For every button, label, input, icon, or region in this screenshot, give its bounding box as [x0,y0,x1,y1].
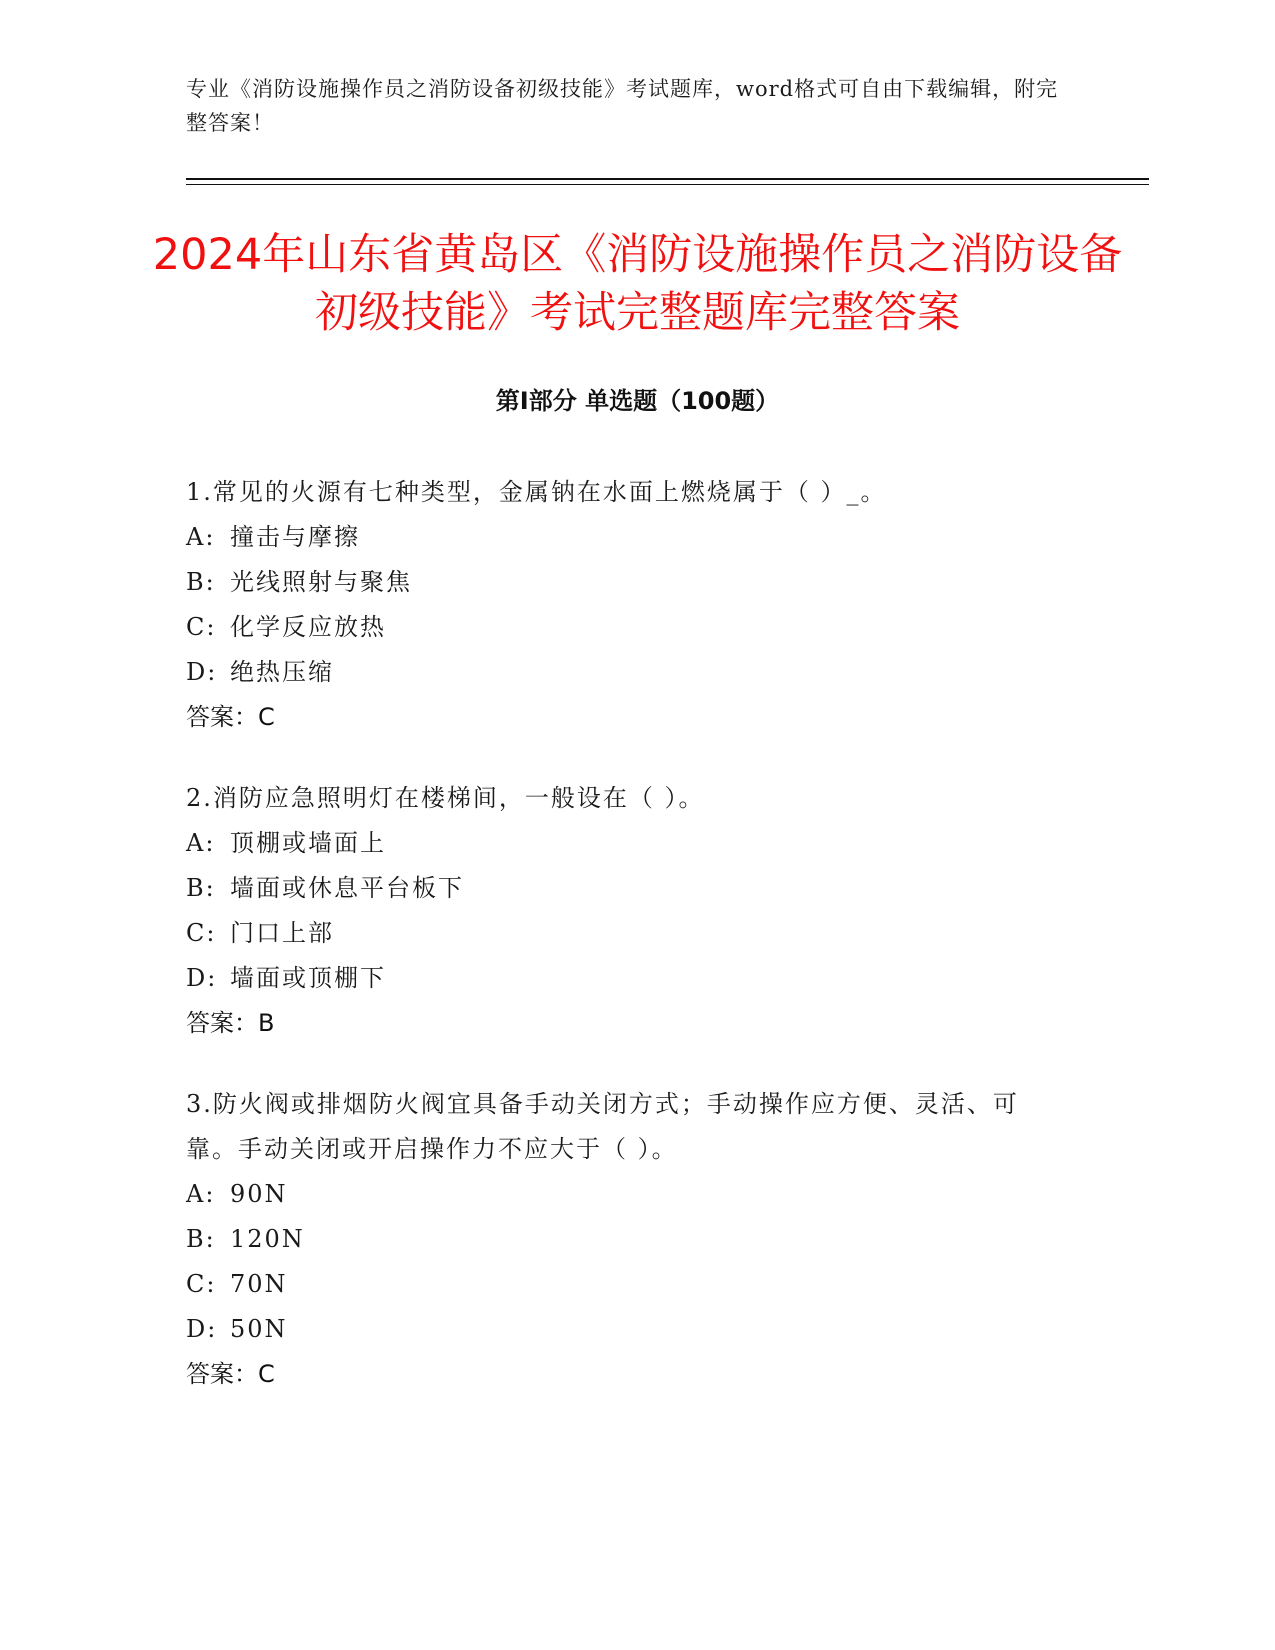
option-letter: C: [186,613,217,641]
question-stem: 2.消防应急照明灯在楼梯间，一般设在（ ）。 [186,784,705,812]
answer: 答案：C [186,703,275,731]
option-letter: C: [186,919,217,947]
option-c [186,1262,1066,1307]
answer: 答案：B [186,1009,275,1037]
option-letter: C: [186,1270,217,1298]
option-letter: B: [186,1225,216,1253]
option-c [186,605,1066,650]
option-a [186,515,1066,560]
option-text: 顶棚或墙面上 [230,829,386,857]
option-letter: B: [186,874,216,902]
option-letter: A: [186,829,216,857]
option-letter: A: [186,523,216,551]
option-text: 50N [230,1315,288,1343]
question-stem: 3.防火阀或排烟防火阀宜具备手动关闭方式；手动操作应方便、灵活、可靠。手动关闭或开启操作力不应大于（ ）。 [186,1090,1019,1163]
header-note: 专业《消防设施操作员之消防设备初级技能》考试题库，word格式可自由下载编辑，附完整答案！ [186,77,1059,135]
option-d [186,1307,1066,1352]
question-2 [186,776,1066,1046]
option-text: 撞击与摩擦 [230,523,360,551]
option-b [186,1217,1066,1262]
option-letter: D: [186,1315,218,1343]
option-text: 墙面或休息平台板下 [230,874,464,902]
option-a [186,1172,1066,1217]
answer: 答案：C [186,1360,275,1388]
option-b [186,560,1066,605]
section-title: 第Ⅰ部分 单选题（100题） [495,387,780,415]
option-c [186,911,1066,956]
option-letter: D: [186,658,218,686]
question-list [186,470,1066,1433]
option-d [186,956,1066,1001]
option-letter: D: [186,964,218,992]
option-text: 光线照射与聚焦 [230,568,412,596]
header-divider-thin [186,184,1149,185]
option-text: 化学反应放热 [230,613,386,641]
option-text: 墙面或顶棚下 [230,964,386,992]
question-1 [186,470,1066,740]
option-text: 绝热压缩 [230,658,334,686]
option-b [186,866,1066,911]
question-stem: 1.常见的火源有七种类型，金属钠在水面上燃烧属于（ ）_。 [186,478,887,506]
option-d [186,650,1066,695]
option-text: 门口上部 [230,919,334,947]
document-title: 2024年山东省黄岛区《消防设施操作员之消防设备初级技能》考试完整题库完整答案 [152,230,1123,338]
header-divider-thick [186,178,1149,180]
option-text: 90N [230,1180,288,1208]
option-letter: B: [186,568,216,596]
option-letter: A: [186,1180,216,1208]
option-a [186,821,1066,866]
option-text: 120N [230,1225,305,1253]
option-text: 70N [230,1270,288,1298]
question-3 [186,1082,1066,1397]
